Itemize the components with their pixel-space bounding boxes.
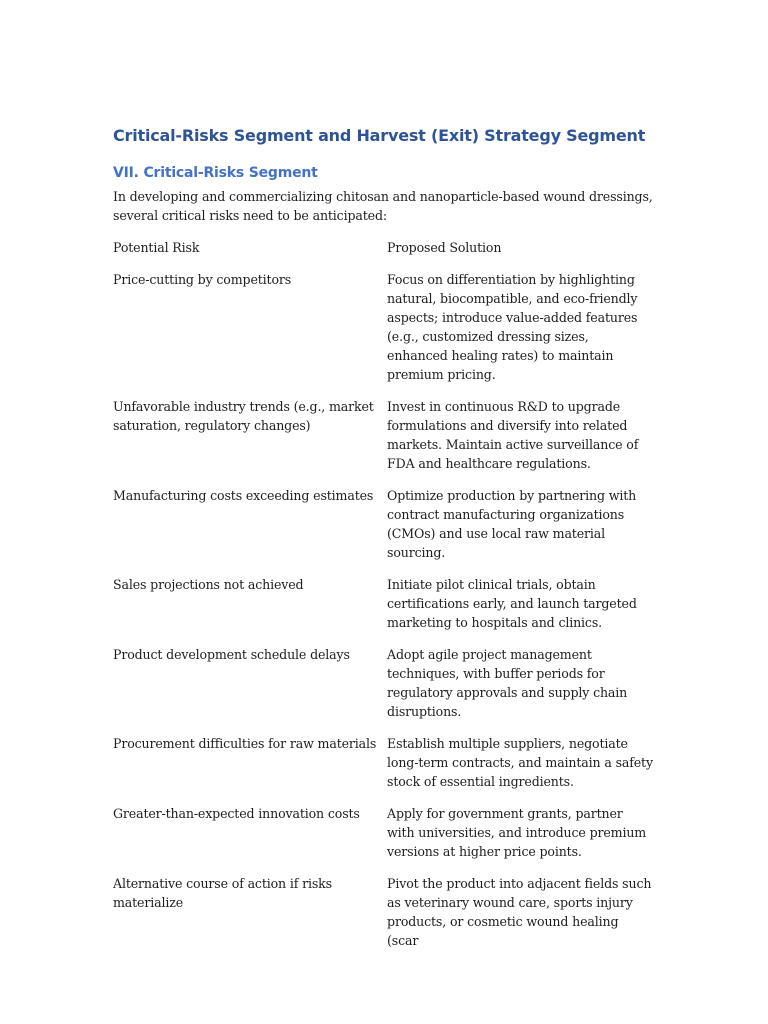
table-row [113,645,653,734]
header-proposed-solution: Proposed Solution [387,240,502,255]
solution-cell: Optimize production by partnering with contract manufacturing organizations (CMOs) and use local raw material sourcing. [387,488,637,560]
risk-cell: Sales projections not achieved [113,577,304,592]
risk-cell: Product development schedule delays [113,647,350,662]
table-row [113,804,653,874]
intro-paragraph: In developing and commercializing chitosan and nanoparticle-based wound dressings, several critical risks need to be anticipated: [113,189,653,223]
risk-cell: Unfavorable industry trends (e.g., market saturation, regulatory changes) [113,399,374,433]
document-title: Critical-Risks Segment and Harvest (Exit) Strategy Segment [113,126,646,145]
table-row [113,575,653,645]
table-row [113,397,653,486]
solution-cell: Initiate pilot clinical trials, obtain certifications early, and launch targeted marketing to hospitals and clinics. [387,577,637,630]
risk-cell: Greater-than-expected innovation costs [113,806,360,821]
solution-cell: Invest in continuous R&D to upgrade formulations and diversify into related markets. Maintain active surveillance of FDA and healthcare regulations. [387,399,639,471]
risk-cell: Procurement difficulties for raw materials [113,736,377,751]
solution-cell: Establish multiple suppliers, negotiate long-term contracts, and maintain a safety stock of essential ingredients. [387,736,653,789]
risk-cell: Alternative course of action if risks materialize [113,876,332,910]
table-header-row [113,238,653,270]
risk-cell: Price-cutting by competitors [113,272,292,287]
section-heading: VII. Critical-Risks Segment [113,165,318,181]
solution-cell: Adopt agile project management techniques, with buffer periods for regulatory approvals and supply chain disruptions. [387,647,628,719]
solution-cell: Apply for government grants, partner with universities, and introduce premium versions at higher price points. [387,806,647,859]
table-row [113,874,653,963]
table-row [113,486,653,575]
table-row [113,734,653,804]
header-potential-risk: Potential Risk [113,240,200,255]
risk-cell: Manufacturing costs exceeding estimates [113,488,374,503]
document-page [113,124,653,963]
table-row [113,270,653,397]
risk-table [113,238,653,963]
solution-cell: Pivot the product into adjacent fields such as veterinary wound care, sports injury products, or cosmetic wound healing (scar [387,876,652,948]
solution-cell: Focus on differentiation by highlighting natural, biocompatible, and eco-friendly aspects; introduce value-added features (e.g., customized dressing sizes, enhanced healing rates) to maintain premium pricing. [387,272,638,382]
